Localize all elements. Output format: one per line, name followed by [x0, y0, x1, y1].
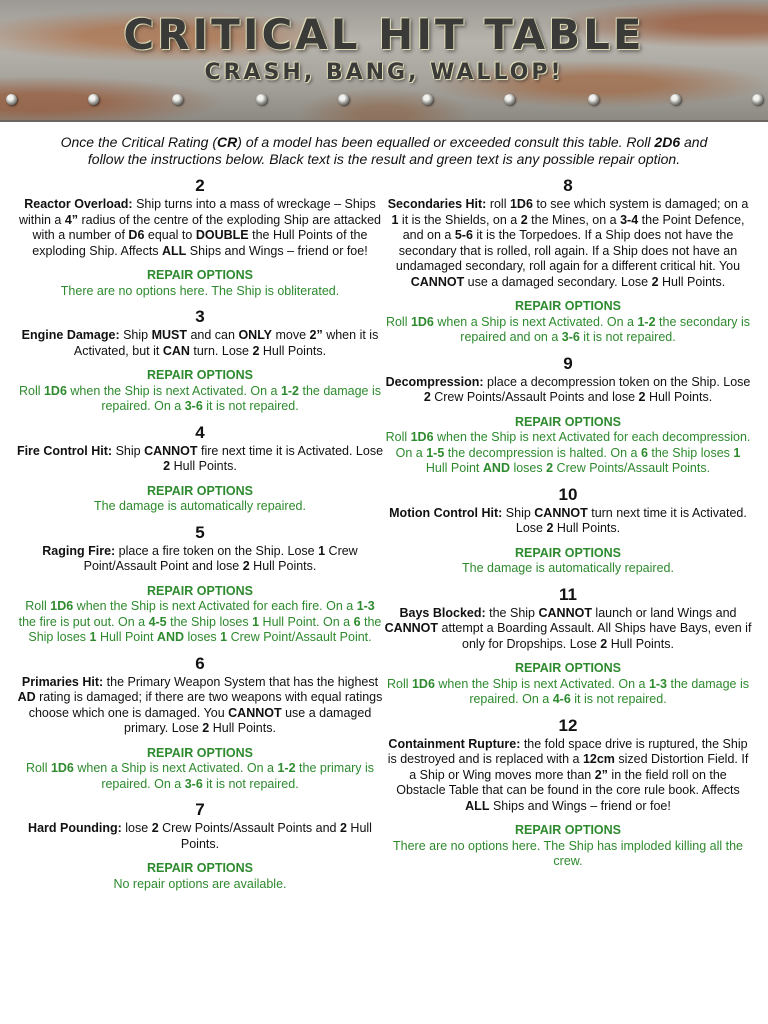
critical-entry [16, 523, 384, 646]
repair-text [16, 761, 384, 792]
rivet-icon [670, 94, 681, 105]
bold-term: Bays Blocked: [399, 605, 486, 620]
repair-text [384, 839, 752, 870]
page-subtitle: CRASH, BANG, WALLOP! [204, 60, 564, 85]
bold-term: Reactor Overload: [24, 197, 133, 211]
text-run: Ship turns into a mass of wreckage – Ships within a [18, 197, 376, 227]
roll-number: 2 [195, 176, 205, 195]
text-run: Hull Points. [170, 459, 237, 473]
bold-term: 1D6 [50, 761, 74, 775]
text-run: attempt a Boarding Assault. All Ships have Bays, even if only for Dropships. Lose [438, 621, 752, 651]
bold-term: 1-3 [648, 676, 668, 691]
roll-number: 7 [195, 800, 205, 819]
text-run: Hull Points. [645, 390, 713, 404]
text-run: when a Ship is next Activated. On a [433, 314, 638, 329]
result-text [384, 737, 752, 815]
critical-entry [16, 423, 384, 515]
text-run: Hull Points. [209, 721, 276, 735]
repair-text [16, 499, 384, 515]
rivet-icon [88, 94, 99, 105]
text-run: equal to [144, 228, 196, 242]
repair-text [384, 677, 752, 708]
text-run: the Point Defence, and on a [402, 212, 745, 242]
bold-term: 2 [638, 390, 646, 404]
text-run: Crew Point/Assault Point and lose [83, 543, 358, 573]
text-run: the fire is put out. On a [18, 614, 149, 629]
repair-heading: REPAIR OPTIONS [146, 861, 254, 875]
result-text [16, 197, 384, 259]
bold-term: 2 [423, 390, 431, 404]
bold-term: 4-6 [552, 692, 571, 706]
result-text [16, 544, 384, 575]
text-run: Ships and Wings – friend or foe! [489, 798, 671, 813]
bold-term: 3-4 [620, 212, 639, 227]
intro-text: and follow the instructions below. Black text is the result and green text is any possible repair option. [87, 134, 708, 167]
text-run: it is not repaired. [579, 330, 676, 344]
bold-term: Hard Pounding: [28, 821, 122, 835]
critical-entry [384, 176, 752, 346]
bold-term: CANNOT [384, 621, 439, 635]
text-run: The damage is automatically repaired. [94, 499, 306, 513]
critical-entry [16, 800, 384, 892]
text-run: Ship [119, 328, 152, 342]
header-banner [0, 0, 768, 122]
bold-term: Primaries Hit: [21, 674, 104, 689]
bold-term: 4” [64, 212, 79, 227]
bold-term: 1D6 [410, 314, 434, 329]
text-run: when it is Activated, but it [73, 328, 379, 358]
bold-term: 5-6 [454, 228, 473, 242]
rivet-icon [504, 94, 515, 105]
bold-term: AND [482, 461, 510, 475]
text-run: Crew Points/Assault Points and lose [430, 390, 639, 404]
text-run: There are no options here. The Ship has imploded killing all the crew. [393, 838, 743, 868]
roll-number: 8 [563, 176, 573, 195]
bold-term: CAN [162, 343, 190, 358]
bold-term: 2 [252, 343, 260, 358]
text-run: use a damaged secondary. Lose [464, 274, 652, 289]
bold-term: 2 [546, 461, 554, 475]
bold-term: Secondaries Hit: [387, 197, 487, 211]
result-text [16, 444, 384, 475]
bold-term: 6 [640, 445, 648, 460]
bold-term: 2” [309, 328, 323, 342]
text-run: Ships and Wings – friend or foe! [186, 243, 368, 258]
critical-entry [16, 176, 384, 299]
text-run: Hull Points. [180, 821, 372, 851]
text-run: No repair options are available. [113, 876, 287, 891]
text-run: Hull Point [425, 461, 483, 475]
roll-number: 5 [195, 522, 205, 542]
text-run: the Ship loses [28, 614, 382, 644]
bold-term: CANNOT [144, 443, 198, 458]
rivet-icon [422, 94, 433, 105]
text-run: Ship [502, 505, 535, 520]
bold-term: 1-5 [426, 445, 445, 460]
bold-term: 1 [391, 212, 399, 227]
text-run: loses [509, 461, 547, 475]
bold-term: 1D6 [43, 383, 67, 398]
rivet-icon [172, 94, 183, 105]
result-text [384, 606, 752, 653]
text-run: when a Ship is next Activated. On a [73, 761, 278, 775]
repair-text [384, 430, 752, 477]
bold-term: 1 [733, 445, 741, 460]
repair-heading: REPAIR OPTIONS [514, 545, 622, 560]
result-text [384, 375, 752, 406]
critical-entry [384, 354, 752, 477]
text-run: and can [187, 328, 239, 342]
result-text [384, 506, 752, 537]
bold-term: 1-2 [280, 383, 300, 398]
repair-heading: REPAIR OPTIONS [146, 368, 254, 382]
repair-text [16, 384, 384, 415]
repair-heading: REPAIR OPTIONS [514, 414, 622, 429]
repair-heading: REPAIR OPTIONS [514, 823, 622, 837]
text-run: Roll [385, 430, 411, 444]
rivet-icon [256, 94, 267, 105]
text-run: Roll [386, 676, 412, 691]
text-run: loses [184, 630, 221, 644]
bold-term: 1D6 [410, 430, 434, 444]
right-column [384, 176, 752, 900]
bold-term: D6 [128, 228, 145, 242]
bold-term: 4-5 [148, 614, 167, 629]
result-text [16, 821, 384, 852]
rivet-icon [338, 94, 349, 105]
text-run: Roll [25, 599, 51, 613]
bold-term: 6 [353, 614, 361, 629]
intro-paragraph [46, 134, 722, 168]
bold-term: MUST [151, 328, 187, 342]
repair-text [384, 315, 752, 346]
repair-heading: REPAIR OPTIONS [146, 745, 254, 760]
bold-term: 2 [651, 274, 659, 289]
text-run: the secondary is repaired and on a [460, 314, 751, 344]
bold-term: Containment Rupture: [388, 736, 521, 751]
bold-term: DOUBLE [195, 228, 249, 242]
critical-entry [16, 307, 384, 415]
critical-table [0, 176, 768, 900]
bold-term: CANNOT [228, 705, 282, 720]
text-run: the damage is repaired. On a [101, 383, 382, 413]
text-run: Hull Point. On a [259, 614, 354, 629]
text-run: Hull Points. [658, 274, 726, 289]
bold-term: 2 [546, 521, 554, 535]
text-run: radius of the centre of the exploding Ship are attacked with a number of [32, 212, 382, 242]
repair-text [16, 284, 384, 300]
text-run: roll [486, 197, 510, 211]
text-run: place a fire token on the Ship. Lose [115, 543, 319, 558]
repair-text [16, 599, 384, 646]
bold-term: AND [156, 630, 185, 644]
bold-term: 3-6 [184, 399, 203, 413]
bold-term: 2” [594, 767, 608, 782]
text-run: it is the Torpedoes. If a Ship does not have the secondary that is rolled, roll again. If a Ship does not have an undamaged secondary, roll again for a different critical hit. You [395, 228, 741, 273]
text-run: place a decompression token on the Ship. Lose [483, 374, 751, 389]
text-run: Hull Point [96, 630, 157, 644]
bold-term: 2 [202, 721, 210, 735]
bold-term: Motion Control Hit: [389, 505, 503, 520]
text-run: Hull Points. [607, 636, 674, 651]
critical-entry [384, 585, 752, 708]
text-run: it is not repaired. [202, 776, 299, 791]
text-run: Crew Point/Assault Point. [227, 630, 372, 644]
bold-term: 1 [252, 614, 260, 629]
text-run: the Ship [485, 605, 539, 620]
bold-term: Raging Fire: [42, 543, 116, 558]
bold-term: 2 [163, 459, 171, 473]
text-run: Roll [18, 383, 44, 398]
bold-term: ALL [465, 798, 490, 813]
critical-entry [384, 485, 752, 577]
bold-term: 1D6 [509, 197, 533, 211]
intro-cr: CR [217, 134, 238, 150]
intro-text: Once the Critical Rating ( [60, 134, 218, 150]
bold-term: AD [17, 690, 36, 704]
text-run: when the Ship is next Activated. On a [434, 676, 649, 691]
intro-text: ) of a model has been equalled or exceeded consult this table. Roll [237, 134, 655, 150]
critical-entry [16, 654, 384, 793]
text-run: turn. Lose [189, 343, 253, 358]
text-run: Crew Points/Assault Points. [553, 461, 711, 475]
text-run: to see which system is damaged; on a [532, 197, 749, 211]
text-run: lose [121, 821, 152, 835]
bold-term: ALL [162, 243, 187, 258]
result-text [16, 328, 384, 359]
text-run: it is not repaired. [202, 399, 299, 413]
text-run: use a damaged primary. Lose [124, 705, 372, 735]
text-run: the Primary Weapon System that has the highest [103, 674, 379, 689]
roll-number: 3 [195, 307, 205, 326]
text-run: the fold space drive is ruptured, the Ship is destroyed and is replaced with a [387, 736, 748, 766]
text-run: when the Ship is next Activated for each fire. On a [73, 599, 357, 613]
bold-term: 2 [520, 212, 528, 227]
bold-term: 12cm [582, 752, 615, 766]
bold-term: 3-6 [561, 330, 580, 344]
bold-term: CANNOT [410, 274, 465, 289]
page-title: CRITICAL HIT TABLE [123, 10, 645, 59]
text-run: Crew Points/Assault Points and [158, 821, 340, 835]
text-run: turn next time it is Activated. Lose [515, 505, 747, 535]
roll-number: 6 [195, 653, 205, 673]
text-run: it is not repaired. [570, 692, 667, 706]
rivet-icon [6, 94, 17, 105]
text-run: the decompression is halted. On a [444, 445, 641, 460]
text-run: the Mines, on a [527, 212, 621, 227]
roll-number: 12 [558, 715, 578, 735]
bold-term: 2 [151, 821, 159, 835]
bold-term: 1 [220, 630, 228, 644]
bold-term: ONLY [238, 328, 273, 342]
repair-heading: REPAIR OPTIONS [514, 299, 622, 313]
text-run: move [272, 328, 310, 342]
bold-term: CANNOT [538, 605, 592, 620]
text-run: Roll [25, 761, 51, 775]
text-run: Roll [385, 314, 411, 329]
text-run: Hull Points. [259, 343, 327, 358]
rivet-icon [752, 94, 763, 105]
bold-term: 1-2 [637, 314, 656, 329]
bold-term: 1-3 [356, 599, 375, 613]
text-run: the Ship loses [647, 445, 734, 460]
bold-term: 2 [242, 559, 250, 573]
repair-text [16, 877, 384, 893]
bold-term: 3-6 [184, 776, 203, 791]
repair-heading: REPAIR OPTIONS [146, 483, 254, 498]
text-run: rating is damaged; if there are two weapons with equal ratings choose which one is damaged. You [28, 690, 383, 720]
roll-number: 9 [563, 353, 573, 373]
bold-term: CANNOT [534, 505, 588, 520]
text-run: it is the Shields, on a [398, 212, 521, 227]
text-run: when the Ship is next Activated. On a [66, 383, 281, 398]
text-run: when the Ship is next Activated for each decompression. On a [395, 430, 751, 460]
bold-term: Decompression: [385, 374, 484, 389]
critical-entry [384, 716, 752, 870]
text-run: fire next time it is Activated. Lose [197, 443, 384, 458]
roll-number: 11 [559, 584, 577, 604]
repair-heading: REPAIR OPTIONS [514, 661, 622, 675]
text-run: the Hull Points of the exploding Ship. Affects [32, 228, 368, 258]
text-run: sized Distortion Field. If a Ship or Wing moves more than [409, 752, 749, 782]
roll-number: 4 [195, 422, 205, 442]
bold-term: 2 [339, 821, 347, 835]
repair-text [384, 561, 752, 577]
left-column [16, 176, 384, 900]
rivet-icon [588, 94, 599, 105]
bold-term: 1D6 [411, 676, 435, 691]
bold-term: Engine Damage: [21, 328, 120, 342]
bold-term: 1-2 [277, 761, 296, 775]
bold-term: 1 [318, 543, 326, 558]
intro-dice: 2D6 [654, 134, 681, 150]
repair-heading: REPAIR OPTIONS [146, 268, 254, 282]
text-run: the primary is repaired. On a [101, 761, 375, 791]
text-run: Hull Points. [553, 521, 621, 535]
repair-heading: REPAIR OPTIONS [146, 583, 254, 598]
text-run: Ship [112, 443, 145, 458]
bold-term: 1D6 [50, 599, 74, 613]
bold-term: 1 [89, 630, 97, 644]
text-run: the damage is repaired. On a [469, 676, 750, 706]
text-run: launch or land Wings and [591, 605, 737, 620]
bold-term: Fire Control Hit: [16, 443, 113, 458]
text-run: the Ship loses [166, 614, 253, 629]
text-run: The damage is automatically repaired. [462, 561, 674, 575]
text-run: There are no options here. The Ship is obliterated. [60, 283, 340, 298]
text-run: in the field roll on the Obstacle Table that can be found in the core rule book. Affects [396, 767, 740, 797]
result-text [16, 675, 384, 737]
bold-term: 2 [600, 636, 608, 651]
text-run: Hull Points. [249, 559, 317, 573]
roll-number: 10 [558, 484, 578, 504]
result-text [384, 197, 752, 290]
